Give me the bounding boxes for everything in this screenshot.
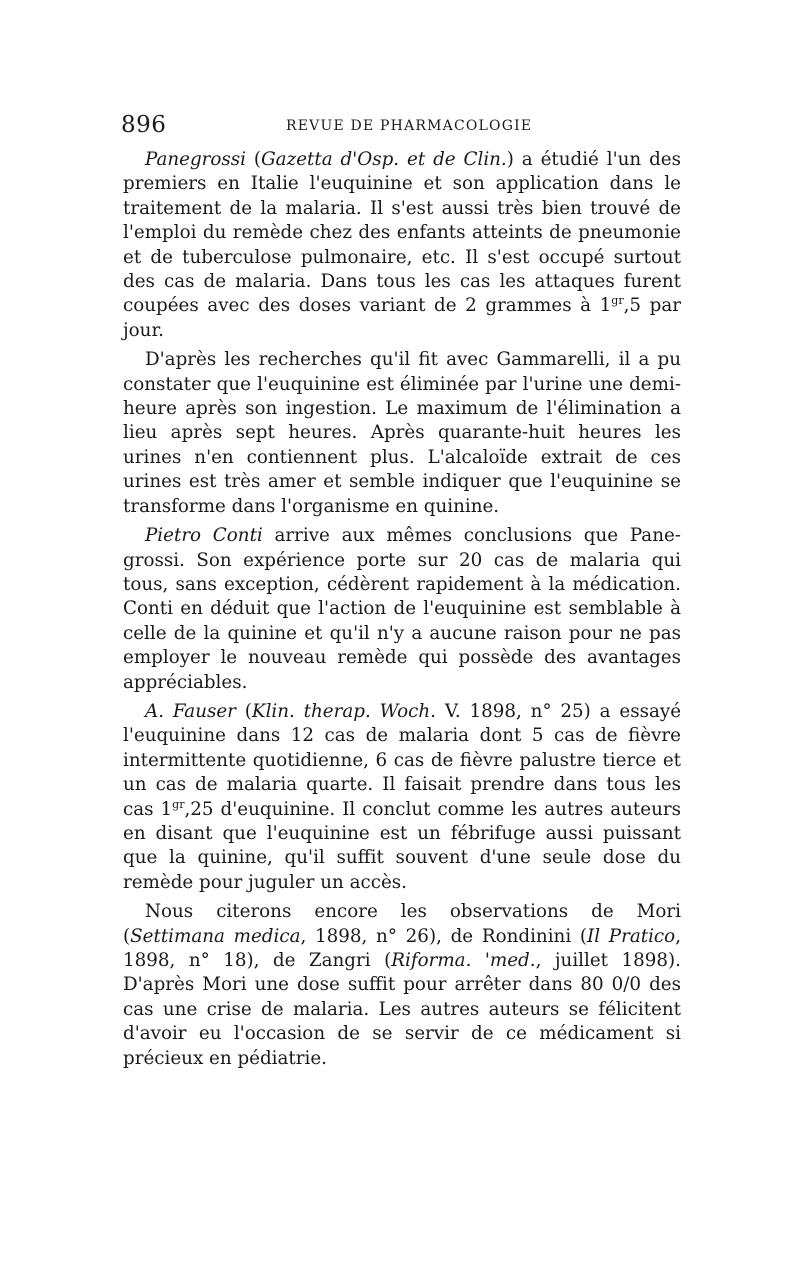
text-run: arrive aux mêmes conclusions que Panegrossi. Son expérience porte sur 20 cas de malaria qui tous, sans exception, cédèrent rapidement à la médication. Conti en déduit que l'action de l'euquinine est semblable à celle de la quinine et qu'il n'y a aucune raison pour ne pas employer le nouveau remède qui possède des avantages appréciables.	[123, 525, 681, 693]
italic-run: Panegrossi	[145, 149, 247, 170]
paragraph-fauser	[123, 700, 681, 895]
paragraph-panegrossi	[123, 148, 681, 343]
italic-run: Pietro Conti	[145, 525, 263, 547]
page-number: 896	[121, 112, 167, 138]
superscript-unit: gr	[172, 797, 185, 811]
italic-run: Klin. therap. Woch.	[251, 700, 436, 722]
paragraph-pietro-conti	[123, 524, 681, 695]
superscript-unit: gr	[611, 294, 624, 308]
text-run: , juillet 1898). D'après Mori une dose suffit pour arrêter dans 80 0/0 des cas une crise de malaria. Les autres auteurs se félicitent d'avoir eu l'occasion de se servir de ce médicament si précieux en pédiatrie.	[123, 950, 681, 1069]
italic-run: Il Pratico	[587, 925, 676, 947]
text-run: V. 1898, n° 25) a essayé l'euquinine dans 12 cas de malaria dont 5 cas de fièvre intermittente quotidienne, 6 cas de fièvre palustre tierce et un cas de malaria quarte. Il faisait prendre dans tous les cas 1	[123, 700, 682, 820]
journal-title: REVUE DE PHARMACOLOGIE	[286, 118, 533, 134]
text-run: , 1898, n° 26), de Rondinini (	[300, 925, 588, 947]
paragraph-gammarelli	[123, 348, 681, 519]
italic-run: Riforma. 'med.	[391, 950, 536, 971]
text-run: ) a étudié l'un des premiers en Italie l'euquinine et son application dans le traitement de la malaria. Il s'est aussi très bien trouvé de l'emploi du remède chez des enfants atteints de pneumonie et de tuberculose pulmonaire, etc. Il s'est occupé surtout des cas de malaria. Dans tous les cas les attaques furent coupées avec des doses variant de 2 grammes à 1	[123, 149, 681, 317]
paragraph-mori-rondinini-zangri	[123, 900, 681, 1071]
italic-run: A. Fauser	[145, 700, 236, 722]
italic-run: Settimana medica	[130, 925, 301, 947]
article-body	[123, 148, 681, 1071]
text-run: (	[235, 700, 252, 722]
text-run: (	[246, 149, 262, 170]
text-run: , 1898, n° 18), de Zangri (	[123, 925, 681, 971]
running-head	[123, 112, 681, 142]
book-page	[123, 112, 681, 1076]
text-run: ,5 par jour.	[123, 295, 681, 341]
text-run: D'après les recherches qu'il fit avec Gammarelli, il a pu constater que l'euquinine est éliminée par l'urine une demiheure après son ingestion. Le maximum de l'élimination a lieu après sept heures. Après quarante-huit heures les urines n'en contiennent plus. L'alcaloïde extrait de ces urines est très amer et semble indiquer que l'euquinine se transforme dans l'organisme en quinine.	[123, 349, 681, 517]
text-run: Nous citerons encore les observations de Mori (	[123, 901, 681, 947]
italic-run: Gazetta d'Osp. et de Clin.	[261, 149, 507, 170]
text-run: ,25 d'euquinine. Il conclut comme les autres auteurs en disant que l'euquinine est un fébrifuge aussi puissant que la quinine, qu'il suffit souvent d'une seule dose du remède pour juguler un accès.	[123, 798, 681, 893]
